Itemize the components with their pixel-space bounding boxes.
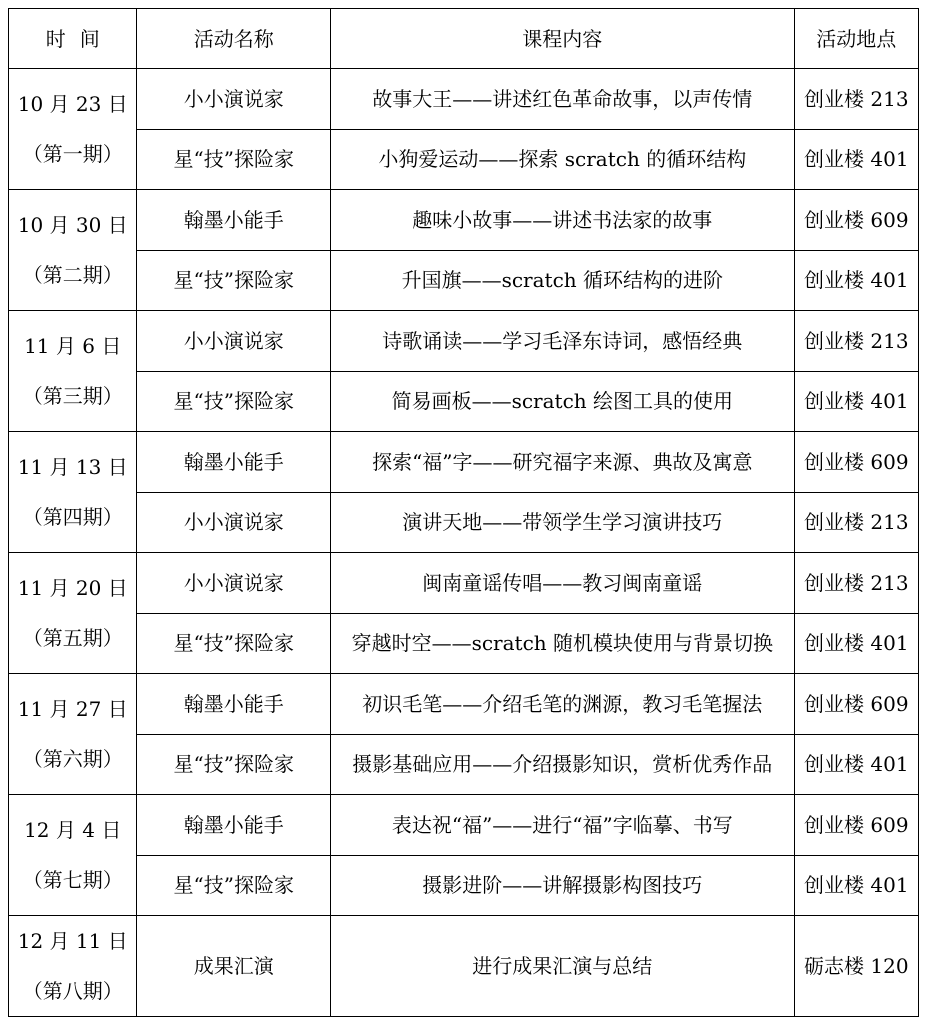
- table-row: [9, 795, 919, 856]
- date-cell: [9, 795, 137, 916]
- session-period: （第四期）: [22, 505, 123, 529]
- date-cell: [9, 553, 137, 674]
- table-row: [9, 250, 919, 311]
- location-cell: 创业楼 401: [794, 734, 918, 795]
- content-cell: 小狗爱运动——探索 scratch 的循环结构: [331, 129, 795, 190]
- location-cell: 创业楼 401: [794, 855, 918, 916]
- session-date: 11 月 20 日: [17, 576, 128, 600]
- content-cell: 诗歌诵读——学习毛泽东诗词，感悟经典: [331, 311, 795, 372]
- session-date: 10 月 30 日: [17, 213, 128, 237]
- location-cell: 创业楼 401: [794, 613, 918, 674]
- activity-cell: 星“技”探险家: [137, 250, 331, 311]
- date-cell: [9, 432, 137, 553]
- session-date: 11 月 13 日: [17, 455, 128, 479]
- location-cell: 创业楼 213: [794, 492, 918, 553]
- content-cell: 趣味小故事——讲述书法家的故事: [331, 190, 795, 251]
- content-cell: 穿越时空——scratch 随机模块使用与背景切换: [331, 613, 795, 674]
- session-period: （第五期）: [22, 626, 123, 650]
- session-period: （第八期）: [22, 979, 123, 1003]
- table-row: [9, 311, 919, 372]
- header-time: [9, 9, 137, 69]
- content-cell: 升国旗——scratch 循环结构的进阶: [331, 250, 795, 311]
- session-period: （第一期）: [22, 142, 123, 166]
- location-cell: 创业楼 609: [794, 432, 918, 493]
- session-period: （第二期）: [22, 263, 123, 287]
- date-cell: [9, 311, 137, 432]
- content-cell: 摄影基础应用——介绍摄影知识，赏析优秀作品: [331, 734, 795, 795]
- table-row: [9, 855, 919, 916]
- session-period: （第三期）: [22, 384, 123, 408]
- location-cell: 创业楼 609: [794, 190, 918, 251]
- table-row: [9, 190, 919, 251]
- session-date: 12 月 11 日: [17, 929, 128, 953]
- activity-cell: 小小演说家: [137, 69, 331, 130]
- table-row: [9, 734, 919, 795]
- content-cell: 闽南童谣传唱——教习闽南童谣: [331, 553, 795, 614]
- session-period: （第七期）: [22, 868, 123, 892]
- location-cell: 创业楼 609: [794, 795, 918, 856]
- session-date: 10 月 23 日: [17, 92, 128, 116]
- activity-cell: 翰墨小能手: [137, 795, 331, 856]
- content-cell: 探索“福”字——研究福字来源、典故及寓意: [331, 432, 795, 493]
- content-cell: 演讲天地——带领学生学习演讲技巧: [331, 492, 795, 553]
- table-row: [9, 674, 919, 735]
- table-row: [9, 432, 919, 493]
- location-cell: 创业楼 213: [794, 311, 918, 372]
- header-content: 课程内容: [331, 9, 795, 69]
- table-row: [9, 492, 919, 553]
- location-cell: 创业楼 401: [794, 250, 918, 311]
- content-cell: 进行成果汇演与总结: [331, 916, 795, 1017]
- location-cell: 创业楼 213: [794, 553, 918, 614]
- content-cell: 简易画板——scratch 绘图工具的使用: [331, 371, 795, 432]
- session-date: 11 月 27 日: [17, 697, 128, 721]
- header-location: 活动地点: [794, 9, 918, 69]
- activity-cell: 星“技”探险家: [137, 855, 331, 916]
- header-time-label: 时间: [45, 26, 114, 51]
- session-date: 12 月 4 日: [24, 818, 122, 842]
- date-cell: [9, 916, 137, 1017]
- header-activity: 活动名称: [137, 9, 331, 69]
- table-row: [9, 613, 919, 674]
- schedule-table: [8, 8, 919, 1017]
- activity-cell: 翰墨小能手: [137, 674, 331, 735]
- activity-cell: 小小演说家: [137, 311, 331, 372]
- table-row: [9, 371, 919, 432]
- content-cell: 初识毛笔——介绍毛笔的渊源，教习毛笔握法: [331, 674, 795, 735]
- content-cell: 故事大王——讲述红色革命故事，以声传情: [331, 69, 795, 130]
- content-cell: 表达祝“福”——进行“福”字临摹、书写: [331, 795, 795, 856]
- activity-cell: 星“技”探险家: [137, 371, 331, 432]
- activity-cell: 小小演说家: [137, 553, 331, 614]
- location-cell: 创业楼 213: [794, 69, 918, 130]
- location-cell: 创业楼 401: [794, 129, 918, 190]
- date-cell: [9, 69, 137, 190]
- table-row: [9, 553, 919, 614]
- activity-cell: 翰墨小能手: [137, 190, 331, 251]
- activity-cell: 翰墨小能手: [137, 432, 331, 493]
- activity-cell: 星“技”探险家: [137, 613, 331, 674]
- table-row: [9, 129, 919, 190]
- location-cell: 创业楼 609: [794, 674, 918, 735]
- location-cell: 砺志楼 120: [794, 916, 918, 1017]
- date-cell: [9, 190, 137, 311]
- content-cell: 摄影进阶——讲解摄影构图技巧: [331, 855, 795, 916]
- activity-cell: 星“技”探险家: [137, 734, 331, 795]
- activity-cell: 小小演说家: [137, 492, 331, 553]
- activity-cell: 成果汇演: [137, 916, 331, 1017]
- header-row: [9, 9, 919, 69]
- table-row: [9, 916, 919, 1017]
- session-period: （第六期）: [22, 747, 123, 771]
- session-date: 11 月 6 日: [24, 334, 122, 358]
- location-cell: 创业楼 401: [794, 371, 918, 432]
- date-cell: [9, 674, 137, 795]
- table-row: [9, 69, 919, 130]
- activity-cell: 星“技”探险家: [137, 129, 331, 190]
